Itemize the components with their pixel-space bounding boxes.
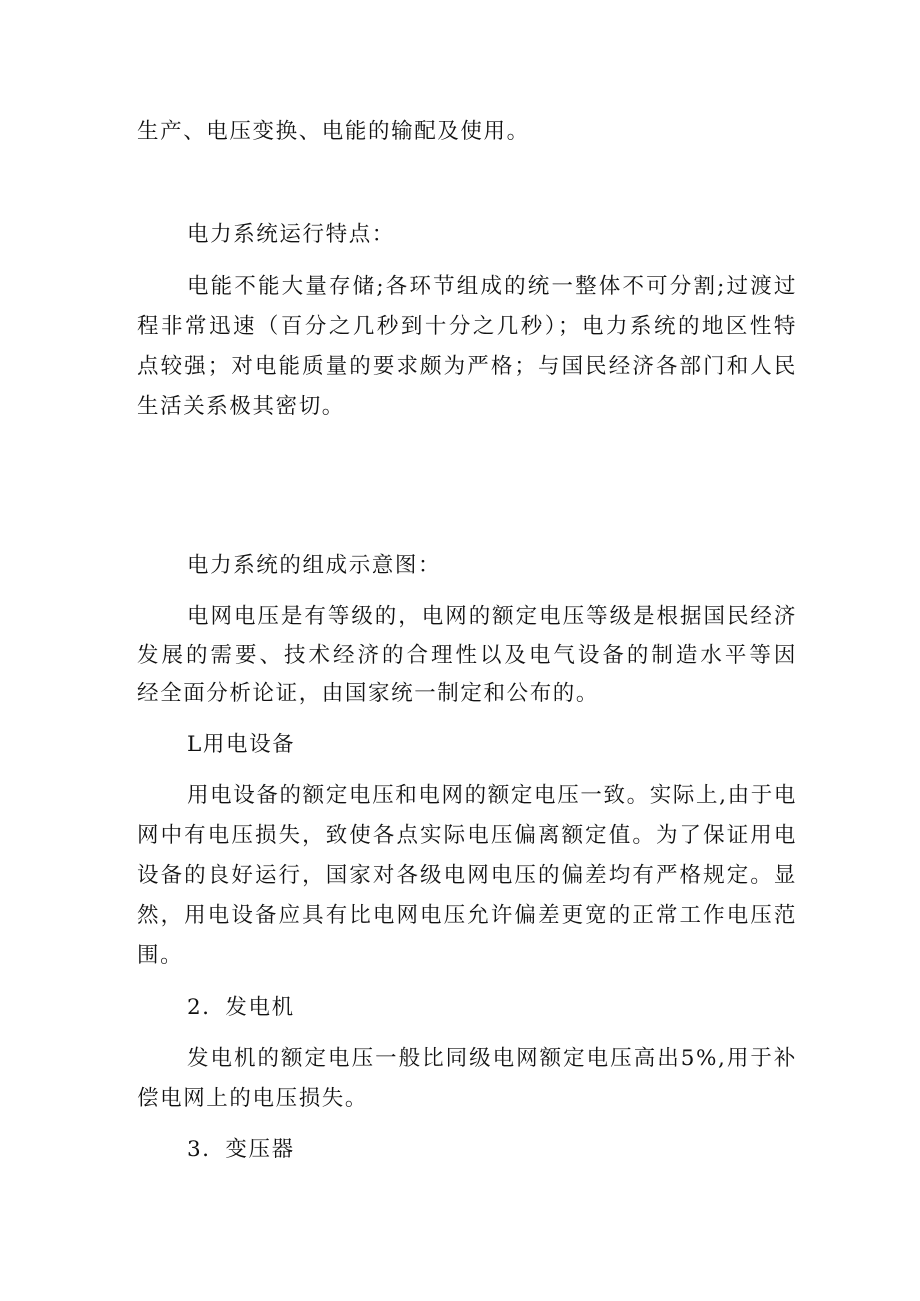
paragraph-line: 经全面分析论证，由国家统一制定和公布的。 (137, 681, 600, 706)
paragraph-line: 围。 (137, 943, 184, 968)
paragraph-line: 发展的需要、技术经济的合理性以及电气设备的制造水平等因 (137, 643, 797, 668)
heading-generator: 2．发电机 (187, 995, 295, 1020)
heading-system-composition: 电力系统的组成示意图： (187, 553, 442, 578)
paragraph-line: 电能不能大量存储;各环节组成的统一整体不可分割;过渡过 (187, 274, 797, 299)
heading-electrical-equipment: L用电设备 (187, 732, 296, 757)
paragraph-line: 程非常迅速（百分之几秒到十分之几秒）；电力系统的地区性特 (137, 314, 797, 339)
paragraph-line: 然，用电设备应具有比电网电压允许偏差更宽的正常工作电压范 (137, 903, 797, 928)
paragraph-line: 网中有电压损失，致使各点实际电压偏离额定值。为了保证用电 (137, 823, 797, 848)
paragraph-line: 发电机的额定电压一般比同级电网额定电压高出5%,用于补 (187, 1046, 797, 1071)
paragraph-line: 点较强；对电能质量的要求颇为严格；与国民经济各部门和人民 (137, 354, 797, 379)
paragraph-line: 设备的良好运行，国家对各级电网电压的偏差均有严格规定。显 (137, 863, 797, 888)
heading-transformer: 3．变压器 (187, 1137, 295, 1162)
heading-operation-characteristics: 电力系统运行特点： (187, 222, 395, 247)
paragraph-line: 偿电网上的电压损失。 (137, 1086, 369, 1111)
paragraph-line: 用电设备的额定电压和电网的额定电压一致。实际上,由于电 (187, 783, 797, 808)
paragraph-line: 电网电压是有等级的，电网的额定电压等级是根据国民经济 (187, 604, 797, 629)
paragraph-line: 生活关系极其密切。 (137, 394, 345, 419)
paragraph-line: 生产、电压变换、电能的输配及使用。 (137, 119, 530, 144)
